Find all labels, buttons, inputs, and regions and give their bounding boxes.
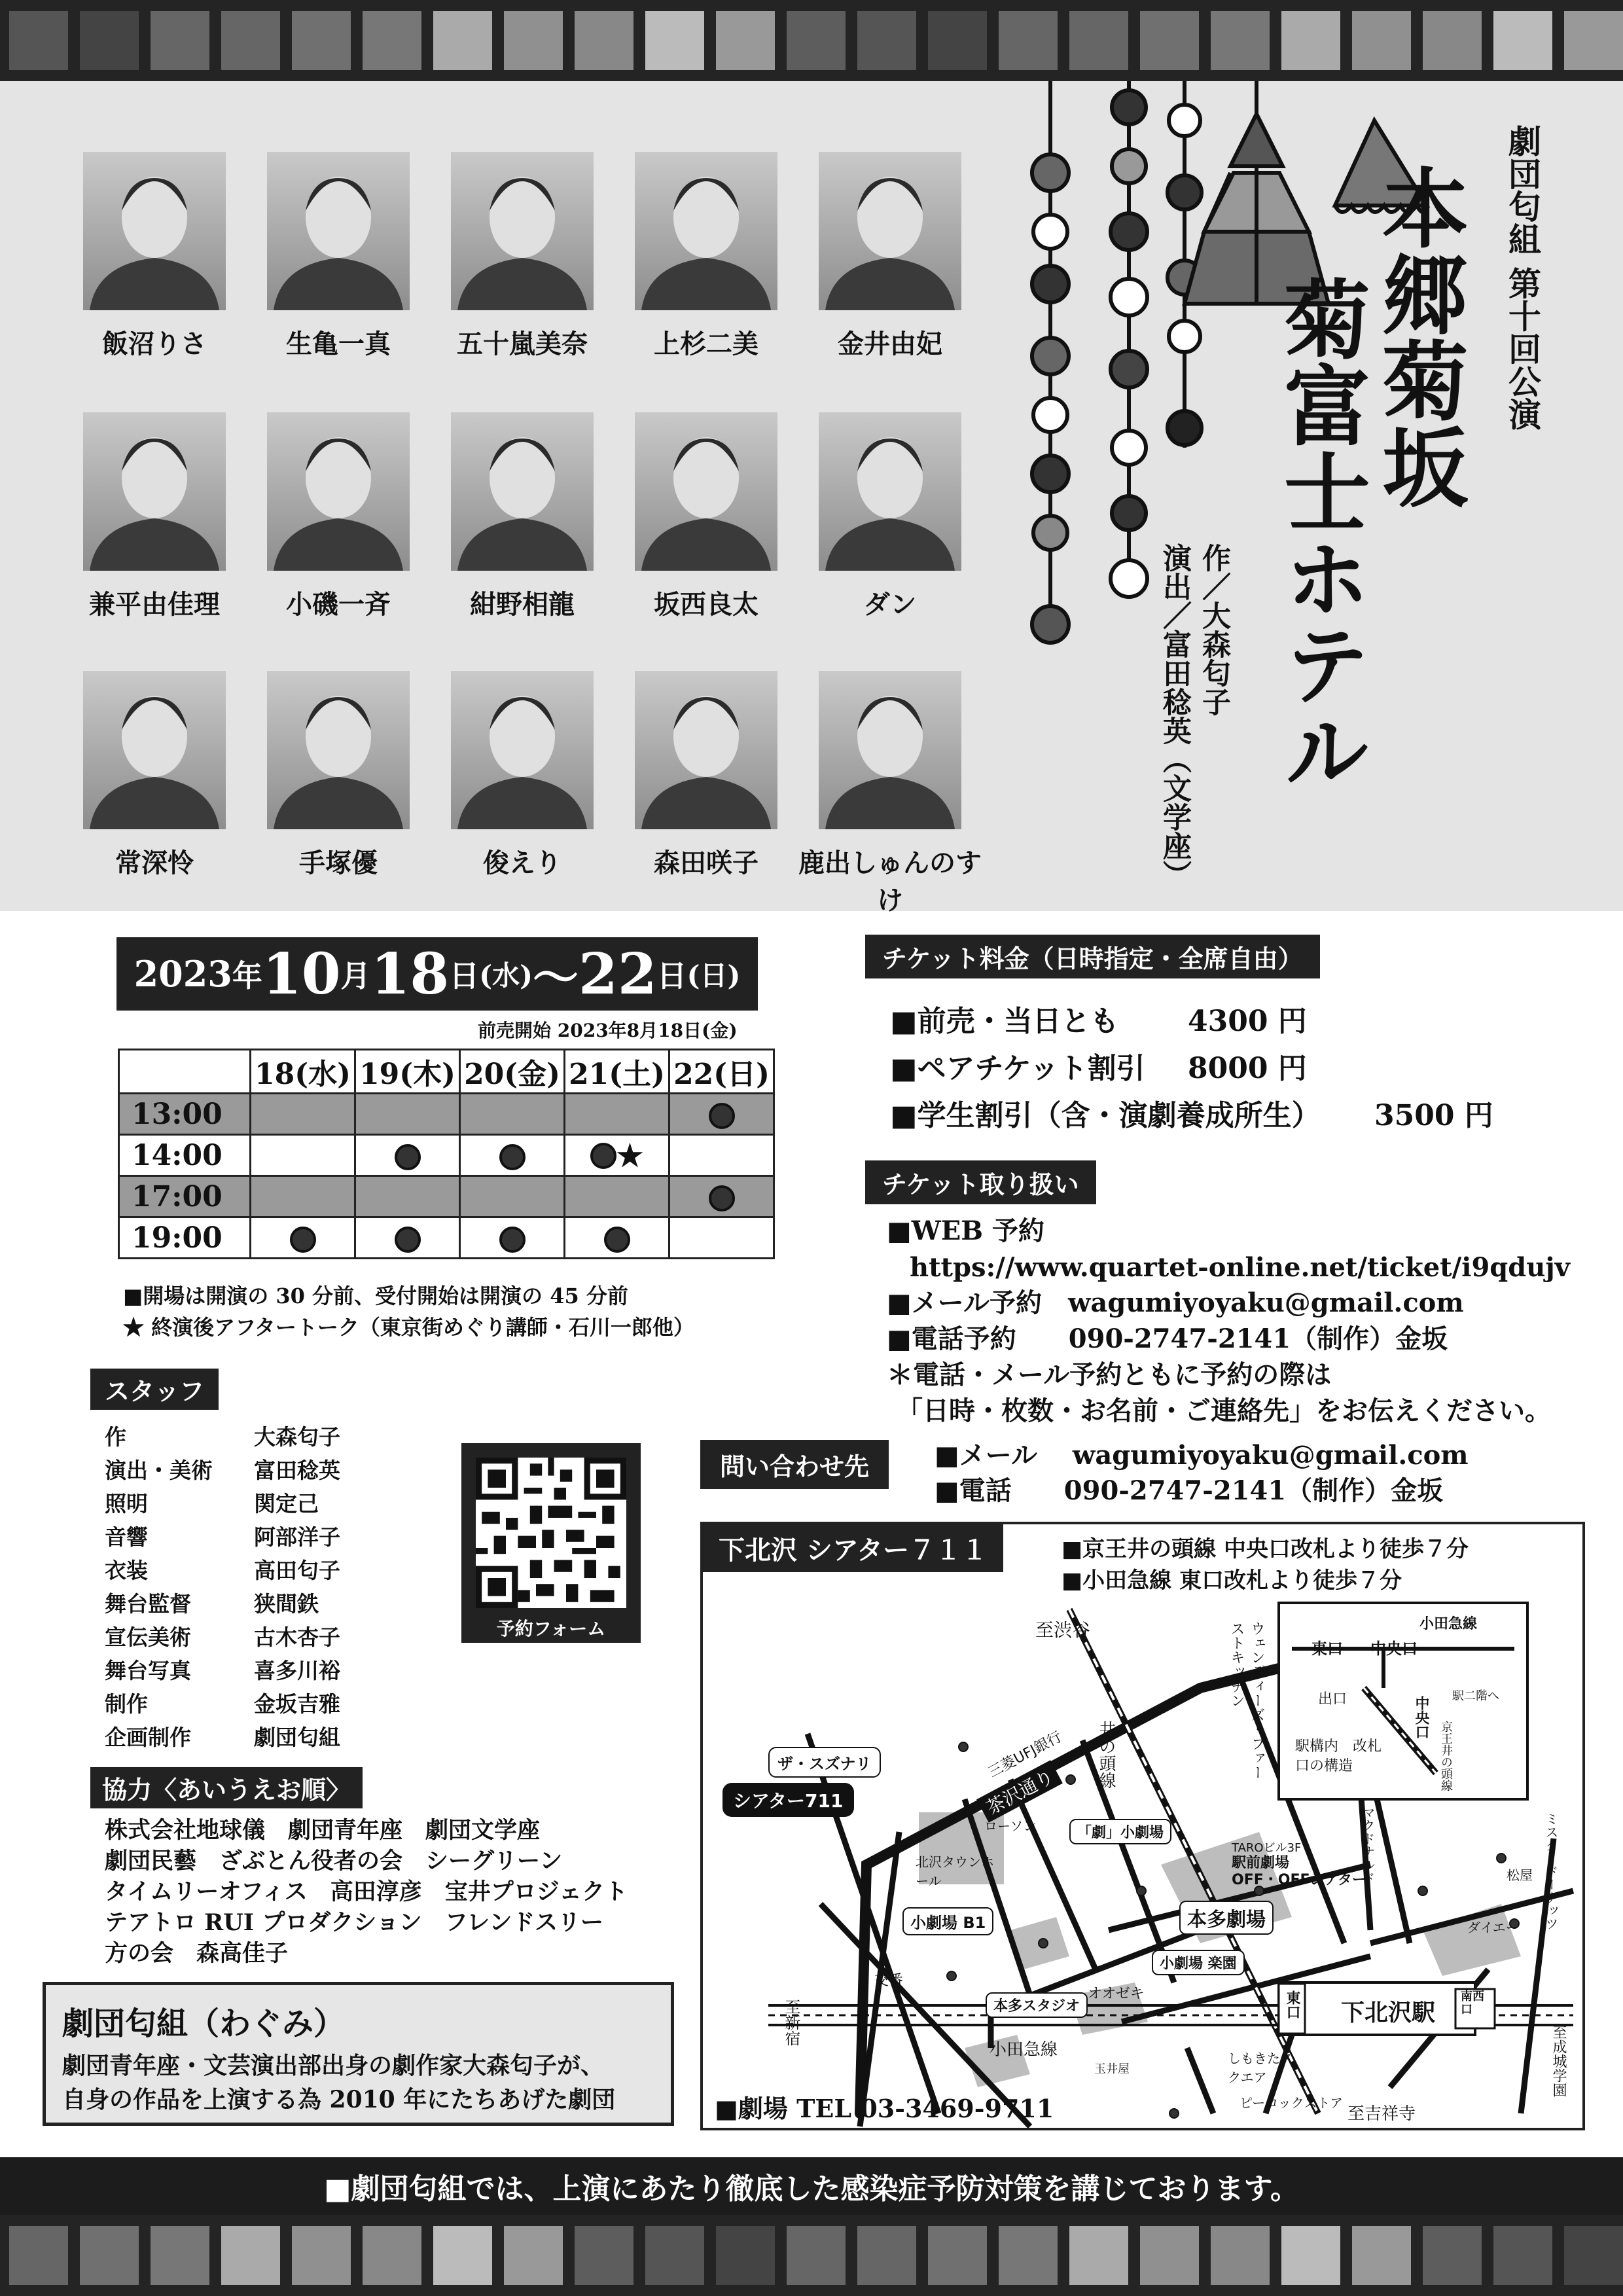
staff-row xyxy=(105,1619,340,1653)
map-label-inokashira: 井の頭線 xyxy=(1096,1721,1116,1789)
slot-cell xyxy=(355,1217,460,1259)
time-cell: 13:00 xyxy=(119,1094,251,1135)
staff-role: 宣伝美術 xyxy=(105,1624,191,1650)
film-square xyxy=(1352,2226,1411,2285)
slot-cell xyxy=(565,1176,669,1217)
film-square xyxy=(1281,11,1340,70)
qr-caption: 予約フォーム xyxy=(496,1618,606,1640)
date-month-unit: 月 xyxy=(340,958,371,994)
film-square xyxy=(1564,11,1623,70)
staff-person: 狭間鉄 xyxy=(254,1591,319,1617)
date-end-day-unit: 日 xyxy=(656,958,687,994)
film-square xyxy=(1281,2226,1340,2285)
director-credit: 演出／富田稔英（文学座） xyxy=(1158,543,1191,889)
date-tilde: ～ xyxy=(532,950,579,1005)
date-year: 2023 xyxy=(134,953,232,995)
inset-note: 駅構内 改札口の構造 xyxy=(1295,1738,1382,1774)
performance-dot xyxy=(395,1227,421,1253)
film-square xyxy=(363,2226,421,2285)
slot-cell xyxy=(669,1176,774,1217)
day-header: 19(木) xyxy=(355,1050,460,1094)
date-month: 10 xyxy=(262,941,341,1007)
schedule-row xyxy=(119,1217,774,1259)
map-label-kitazawa-hall: 北沢タウンホール xyxy=(916,1854,994,1889)
map-label-b1: 小劇場 B1 xyxy=(902,1907,993,1935)
day-header: 22(日) xyxy=(669,1050,774,1094)
staff-row xyxy=(105,1653,340,1686)
booking-note-1: ＊電話・メール予約ともに予約の際は xyxy=(887,1359,1332,1390)
map-box xyxy=(700,1522,1585,2130)
film-square xyxy=(151,2226,209,2285)
film-square xyxy=(1564,2226,1623,2285)
date-year-unit: 年 xyxy=(232,958,262,994)
date-day-unit: 日 xyxy=(449,958,480,994)
map-label-ekimae: 駅前劇場 xyxy=(1232,1855,1290,1871)
staff-person: 大森匂子 xyxy=(254,1424,340,1450)
staff-person: 喜多川裕 xyxy=(254,1658,340,1683)
map-label-honda: 本多劇場 xyxy=(1179,1901,1274,1935)
slot-cell xyxy=(669,1217,774,1259)
coop-list xyxy=(105,1815,628,1969)
film-square xyxy=(1069,2226,1128,2285)
time-cell: 19:00 xyxy=(119,1217,251,1259)
film-square xyxy=(1140,2226,1199,2285)
footer-notice: ■劇団匂組では、上演にあたり徹底した感染症予防対策を講じております。 xyxy=(323,2172,1300,2206)
schedule-row xyxy=(119,1176,774,1217)
date-end-weekday: (日) xyxy=(687,960,741,992)
phone-booking: ■電話予約 090-2747-2141（制作）金坂 xyxy=(887,1323,1448,1354)
inset-east: 東口 xyxy=(1311,1640,1343,1658)
slot-cell xyxy=(565,1135,669,1176)
cast-name: 手塚優 xyxy=(299,848,378,878)
film-square xyxy=(716,11,775,70)
film-strip-top xyxy=(0,0,1623,81)
film-square xyxy=(928,11,987,70)
map-label-offoff: OFF・OFFシアター xyxy=(1232,1872,1366,1888)
performance-dot xyxy=(395,1144,421,1170)
cast-name: 常深怜 xyxy=(115,848,194,878)
staff-heading: スタッフ xyxy=(90,1369,219,1410)
staff-role: 企画制作 xyxy=(105,1725,191,1750)
booking-note-2: 「日時・枚数・お名前・ご連絡先」をお伝えください。 xyxy=(897,1395,1551,1426)
map-label-mcdonald: マクドナルド xyxy=(1360,1806,1376,1884)
film-square xyxy=(857,2226,916,2285)
staff-row xyxy=(105,1586,340,1619)
map-label-tamai: 玉井屋 xyxy=(1094,2062,1130,2076)
schedule-table xyxy=(118,1049,775,1259)
after-talk-star: ★ xyxy=(616,1138,644,1174)
slot-cell xyxy=(355,1135,460,1176)
about-line-1: 劇団青年座・文芸演出部出身の劇作家大森匂子が、 xyxy=(62,2052,605,2079)
day-header: 18(水) xyxy=(251,1050,355,1094)
map-label-higashiguchi: 東口 xyxy=(1284,1990,1300,2019)
staff-role: 舞台監督 xyxy=(105,1591,191,1617)
staff-role: 舞台写真 xyxy=(105,1658,191,1683)
film-square xyxy=(504,2226,563,2285)
map-label-theater711: シアター711 xyxy=(722,1783,854,1817)
slot-cell xyxy=(251,1135,355,1176)
access-keio: ■京王井の頭線 中央口改札より徒歩７分 xyxy=(1061,1536,1469,1562)
staff-table xyxy=(105,1419,340,1753)
footer-bar xyxy=(0,2157,1623,2215)
ticket-pair-price: 8000 円 xyxy=(1188,1052,1307,1085)
film-square xyxy=(645,2226,704,2285)
staff-person: 金坂吉雅 xyxy=(254,1691,340,1717)
map-label-daiei: ダイエー xyxy=(1467,1920,1519,1935)
map-label-shimokitazawa-sq: しもきたスクエア xyxy=(1228,2051,1293,2085)
about-box xyxy=(43,1982,674,2126)
cast-photo xyxy=(819,152,961,310)
map-label-gekisho: 「劇」小劇場 xyxy=(1069,1819,1171,1844)
film-square xyxy=(999,2226,1058,2285)
coop-line: 劇団民藝 ざぶとん役者の会 シーグリーン xyxy=(105,1848,563,1874)
film-square xyxy=(787,11,846,70)
time-cell: 14:00 xyxy=(119,1135,251,1176)
slot-cell xyxy=(565,1094,669,1135)
map-label-mitsubishi: 三菱UFJ銀行 xyxy=(986,1729,1065,1782)
map-label-matsuya: 松屋 xyxy=(1507,1867,1533,1883)
inset-exit: 出口 xyxy=(1318,1691,1347,1708)
ticket-presale-label: ■前売・当日とも xyxy=(890,1005,1119,1038)
staff-person: 阿部洋子 xyxy=(254,1524,340,1550)
cast-name: ダン xyxy=(863,589,917,620)
cast-photo xyxy=(451,671,594,829)
staff-row xyxy=(105,1419,340,1452)
map-label-odakyu: 小田急線 xyxy=(990,2040,1058,2060)
film-square xyxy=(1069,11,1128,70)
staff-role: 照明 xyxy=(105,1491,148,1516)
cast-name: 生亀一真 xyxy=(286,329,391,359)
date-start-weekday: (水) xyxy=(479,960,533,992)
film-square xyxy=(1211,11,1270,70)
about-line-2: 自身の作品を上演する為 2010 年にたちあげた劇団 xyxy=(62,2086,616,2113)
venue-name: 下北沢 シアター７１１ xyxy=(703,1524,1003,1572)
cast-photo xyxy=(267,412,410,571)
film-square xyxy=(716,2226,775,2285)
schedule-corner xyxy=(119,1050,251,1094)
staff-person: 劇団匂組 xyxy=(254,1725,340,1750)
web-booking-url[interactable]: https://www.quartet-online.net/ticket/i9qdujv xyxy=(910,1252,1571,1283)
performance-dot xyxy=(499,1144,526,1170)
film-square xyxy=(221,2226,280,2285)
inset-odakyu: 小田急線 xyxy=(1419,1616,1478,1632)
map-label-lawson: ローソン xyxy=(984,1818,1037,1834)
contact-mail: ■メール wagumiyoyaku@gmail.com xyxy=(935,1440,1469,1471)
map-label-honda-studio: 本多スタジオ xyxy=(986,1992,1088,2018)
coop-heading: 協力〈あいうえお順〉 xyxy=(90,1767,363,1808)
cast-name: 金井由妃 xyxy=(838,329,942,359)
coop-line: タイムリーオフィス 高田淳彦 宝井プロジェクト xyxy=(105,1878,628,1905)
inset-central: 中央口 xyxy=(1370,1640,1418,1658)
presale-date: 前売開始 2023年8月18日(金) xyxy=(478,1020,738,1041)
web-booking-label: ■WEB 予約 xyxy=(887,1215,1044,1246)
map-label-chazawa: 茶沢通り xyxy=(976,1760,1063,1822)
film-square xyxy=(363,11,421,70)
cast-name: 上杉二美 xyxy=(654,329,758,359)
staff-row xyxy=(105,1552,340,1586)
cast-photo xyxy=(819,412,961,571)
map-label-wendys: ウェンディーズ・ファーストキッチン xyxy=(1228,1621,1265,1780)
slot-cell xyxy=(251,1217,355,1259)
about-title: 劇団匂組（わぐみ） xyxy=(62,2005,346,2042)
staff-role: 作 xyxy=(105,1424,126,1450)
staff-role: 音響 xyxy=(105,1524,148,1550)
date-banner xyxy=(116,937,758,1011)
title-line1: 本郷菊坂 xyxy=(1367,164,1469,509)
ticket-pair-label: ■ペアチケット割引 xyxy=(890,1052,1145,1085)
staff-person: 富田稔英 xyxy=(254,1458,340,1483)
cast-photo xyxy=(451,412,594,571)
date-end-day: 22 xyxy=(578,941,657,1007)
map-label-mister-donut: ミスタードーナッツ xyxy=(1543,1812,1559,1930)
day-header: 20(金) xyxy=(460,1050,565,1094)
map-label-koban: 交番 xyxy=(874,1973,904,1989)
film-square xyxy=(645,11,704,70)
cast-name: 森田咲子 xyxy=(654,848,758,878)
film-square xyxy=(1423,2226,1482,2285)
cast-name: 小磯一斉 xyxy=(286,589,391,620)
cast-photo xyxy=(267,152,410,310)
cast-photo xyxy=(635,412,777,571)
slot-cell xyxy=(355,1176,460,1217)
ticket-presale-price: 4300 円 xyxy=(1188,1005,1307,1038)
slot-cell xyxy=(669,1094,774,1135)
cast-photo xyxy=(83,671,226,829)
staff-row xyxy=(105,1452,340,1486)
staff-row xyxy=(105,1486,340,1519)
slot-cell xyxy=(460,1094,565,1135)
ticket-student-price: 3500 円 xyxy=(1374,1099,1493,1132)
film-square xyxy=(1493,2226,1552,2285)
film-square xyxy=(292,11,351,70)
staff-row xyxy=(105,1686,340,1719)
slot-cell xyxy=(355,1094,460,1135)
film-square xyxy=(857,11,916,70)
cast-photo xyxy=(83,412,226,571)
film-square xyxy=(221,11,280,70)
day-header: 21(土) xyxy=(565,1050,669,1094)
staff-role: 制作 xyxy=(105,1691,148,1717)
cast-name: 飯沼りさ xyxy=(102,329,207,359)
film-square xyxy=(575,2226,633,2285)
staff-person: 古木杏子 xyxy=(254,1624,340,1650)
staff-role: 衣装 xyxy=(105,1558,148,1583)
access-odakyu: ■小田急線 東口改札より徒歩７分 xyxy=(1061,1568,1402,1594)
coop-line: 株式会社地球儀 劇団青年座 劇団文学座 xyxy=(105,1817,541,1844)
performance-dot xyxy=(604,1227,630,1253)
film-square xyxy=(292,2226,351,2285)
performance-dot xyxy=(590,1143,616,1169)
map-label-ozeki: オオゼキ xyxy=(1088,1986,1145,2002)
film-square xyxy=(9,2226,68,2285)
film-square xyxy=(433,11,492,70)
film-square xyxy=(575,11,633,70)
cast-name: 俊えり xyxy=(483,848,562,878)
film-square xyxy=(1423,11,1482,70)
film-square xyxy=(1140,11,1199,70)
map-label-seijo: 至成城学園 xyxy=(1550,2025,1567,2097)
performance-dot xyxy=(709,1185,735,1211)
date-start-day: 18 xyxy=(370,941,450,1007)
slot-cell xyxy=(460,1217,565,1259)
staff-row xyxy=(105,1519,340,1552)
cast-photo xyxy=(819,671,961,829)
author-credit: 作／大森匂子 xyxy=(1197,543,1230,716)
title-line2: 菊富士ホテル xyxy=(1269,275,1370,793)
cast-photo xyxy=(83,152,226,310)
ticket-student-label: ■学生割引（含・演劇養成所生） xyxy=(890,1099,1321,1132)
map-label-kichijoji: 至吉祥寺 xyxy=(1347,2104,1416,2124)
map-label-shinjuku: 至新宿 xyxy=(782,1999,800,2046)
contact-phone: ■電話 090-2747-2141（制作）金坂 xyxy=(935,1475,1444,1506)
film-square xyxy=(504,11,563,70)
staff-row xyxy=(105,1719,340,1753)
film-square xyxy=(9,11,68,70)
schedule-note-talk: ★ 終演後アフタートーク（東京街めぐり講師・石川一郎他） xyxy=(123,1315,694,1340)
film-square xyxy=(1211,2226,1270,2285)
film-square xyxy=(1352,11,1411,70)
cast-name: 鹿出しゅんのすけ xyxy=(798,848,982,916)
map-label-nansei: 南西口 xyxy=(1461,1990,1484,2017)
film-square xyxy=(433,2226,492,2285)
cast-name: 紺野相龍 xyxy=(470,589,575,620)
ticket-handling-heading: チケット取り扱い xyxy=(865,1160,1096,1204)
qr-code xyxy=(476,1458,626,1608)
coop-line: テアトロ RUI プロダクション フレンドスリー xyxy=(105,1909,604,1936)
slot-cell xyxy=(251,1094,355,1135)
coop-line: 方の会 森高佳子 xyxy=(105,1940,289,1967)
film-square xyxy=(80,11,139,70)
troupe-line: 劇団匂組 第十回公演 xyxy=(1503,124,1542,431)
staff-person: 関定己 xyxy=(254,1491,319,1516)
cast-name: 兼平由佳理 xyxy=(89,589,220,620)
ticket-price-heading: チケット料金（日時指定・全席自由） xyxy=(865,935,1320,978)
film-square xyxy=(999,11,1058,70)
staff-role: 演出・美術 xyxy=(105,1458,213,1483)
schedule-header-row xyxy=(119,1050,774,1094)
slot-cell xyxy=(565,1217,669,1259)
slot-cell xyxy=(251,1176,355,1217)
map-label-shibuya: 至渋谷 xyxy=(1035,1619,1091,1641)
film-strip-bottom xyxy=(0,2215,1623,2296)
staff-person: 高田匂子 xyxy=(254,1558,340,1583)
slot-cell xyxy=(460,1135,565,1176)
inset-central-2: 中央口 xyxy=(1413,1696,1429,1739)
map-label-rakuen: 小劇場 楽園 xyxy=(1152,1950,1245,1975)
cast-photo xyxy=(451,152,594,310)
map-label-suzunari: ザ・スズナリ xyxy=(768,1747,881,1778)
cast-name: 坂西良太 xyxy=(654,589,758,620)
inset-keio: 京王井の頭線 xyxy=(1439,1721,1453,1791)
film-square xyxy=(1493,11,1552,70)
film-square xyxy=(151,11,209,70)
schedule-note-open: ■開場は開演の 30 分前、受付開始は開演の 45 分前 xyxy=(123,1283,628,1308)
film-square xyxy=(787,2226,846,2285)
cast-photo xyxy=(635,152,777,310)
qr-code-box[interactable] xyxy=(461,1443,641,1643)
mail-booking: ■メール予約 wagumiyoyaku@gmail.com xyxy=(887,1287,1464,1318)
slot-cell xyxy=(669,1135,774,1176)
schedule-row xyxy=(119,1135,774,1176)
cast-name: 五十嵐美奈 xyxy=(457,329,588,359)
cast-photo xyxy=(635,671,777,829)
time-cell: 17:00 xyxy=(119,1176,251,1217)
map-label-peacock: ピーコックストア xyxy=(1240,2095,1343,2111)
performance-dot xyxy=(499,1227,526,1253)
inset-2f: 駅二階へ xyxy=(1452,1689,1499,1703)
map-label-taro: TAROビル3F xyxy=(1232,1841,1302,1855)
schedule-row xyxy=(119,1094,774,1135)
map-label-station: 下北沢駅 xyxy=(1341,2000,1436,2026)
theater-phone: ■劇場 TEL 03-3469-9711 xyxy=(715,2094,1054,2123)
cast-photo xyxy=(267,671,410,829)
slot-cell xyxy=(460,1176,565,1217)
performance-dot xyxy=(709,1103,735,1129)
performance-dot xyxy=(290,1227,316,1253)
contact-heading: 問い合わせ先 xyxy=(700,1440,889,1489)
film-square xyxy=(928,2226,987,2285)
film-square xyxy=(80,2226,139,2285)
